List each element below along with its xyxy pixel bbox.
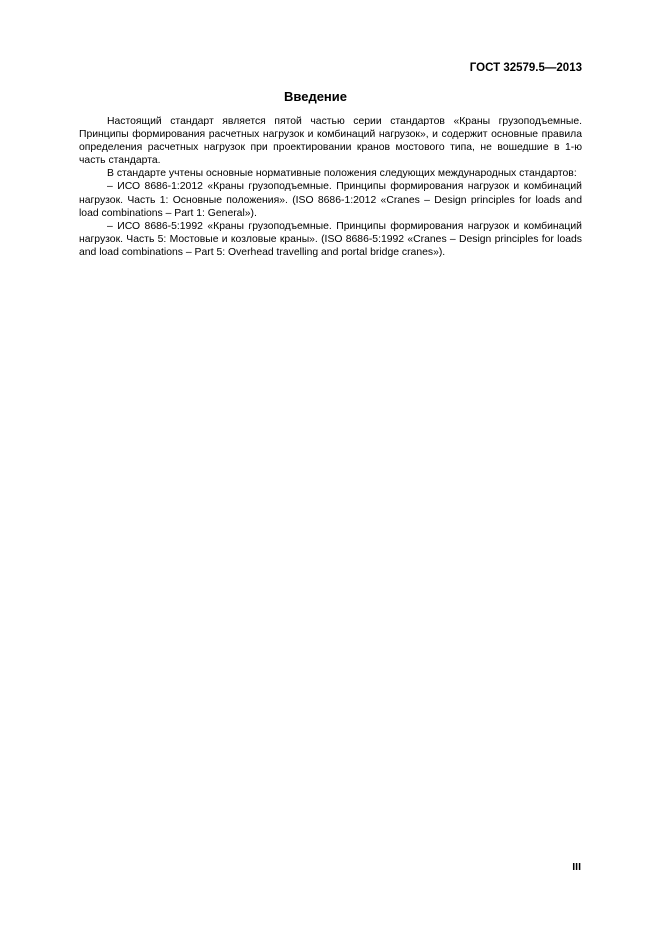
page-number: III (572, 861, 581, 873)
section-title: Введение (284, 89, 347, 104)
paragraph-standards-intro: В стандарте учтены основные нормативные положения следующих международных стандартов: (107, 168, 577, 180)
paragraph-iso-8686-1: – ИСО 8686-1:2012 «Краны грузоподъемные. Принципы формирования нагрузок и комбинаций нагрузок. Часть 1: Основные положения». (ISO 8686-1:2012 «Cranes – Design principles for loads and load combinations – Part 1: General»). (79, 181, 582, 219)
introduction-body (79, 115, 582, 259)
paragraph-purpose: Настоящий стандарт является пятой частью серии стандартов «Краны грузоподъемные. Принципы формирования расчетных нагрузок и комбинаций нагрузок», и содержит основные правила определения расчетных нагрузок при проектировании кранов мостового типа, не вошедшие в 1-ю часть стандарта. (79, 116, 582, 167)
document-code: ГОСТ 32579.5—2013 (469, 62, 582, 74)
paragraph-iso-8686-5: – ИСО 8686-5:1992 «Краны грузоподъемные. Принципы формирования нагрузок и комбинаций нагрузок. Часть 5: Мостовые и козловые краны». (ISO 8686-5:1992 «Cranes – Design principles for loads and load combinations – Part 5: Overhead travelling and portal bridge cranes»). (79, 220, 582, 258)
